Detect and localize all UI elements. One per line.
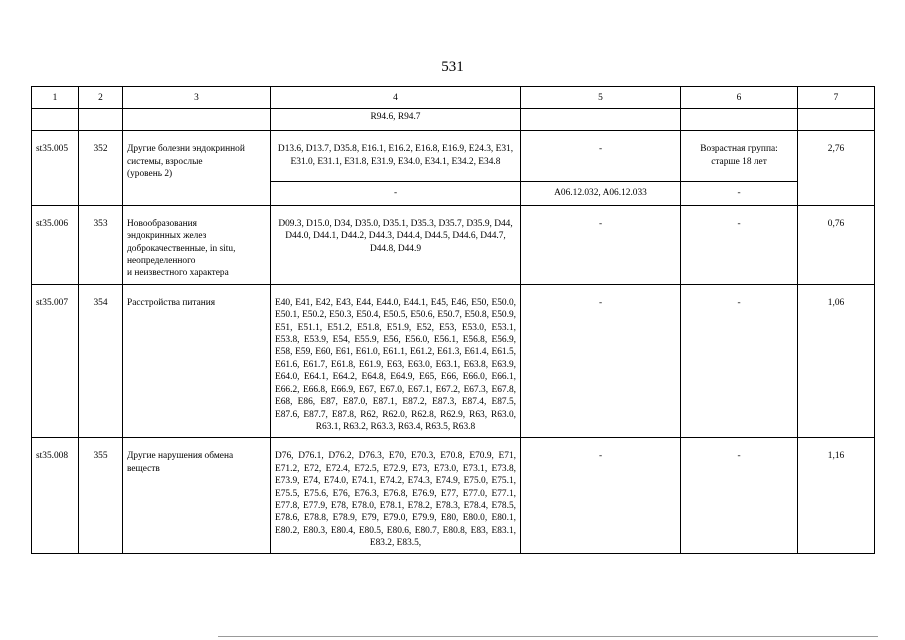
row-number: 354 bbox=[79, 284, 123, 437]
row-number: 352 bbox=[79, 131, 123, 205]
table-row bbox=[32, 131, 875, 182]
diagnosis-codes: E40, E41, E42, E43, E44, E44.0, E44.1, E45, E46, E50, E50.0, E50.1, E50.2, E50.3, E50.4, E50.5, E50.6, E50.7, E50.8, E50.9, E51, E51.1, E51.2, E51.8, E51.9, E52, E53, E53.0, E53.1, E53.8, E53.9, E54, E55.9, E56, E56.0, E56.1, E56.8, E56.9, E58, E59, E60, E61, E61.0, E61.1, E61.2, E61.3, E61.4, E61.5, E61.6, E61.7, E61.8, E61.9, E63, E63.0, E63.1, E63.8, E63.9, E64.0, E64.1, E64.2, E64.8, E64.9, E65, E66, E66.0, E66.1, E66.2, E66.8, E66.9, E67, E67.0, E67.1, E67.2, E67.3, E67.8, E68, E86, E87, E87.0, E87.1, E87.2, E87.3, E87.4, E87.5, E87.6, E87.7, E87.8, R62, R62.0, R62.8, R62.9, R63, R63.0, R63.1, R63.2, R63.3, R63.4, R63.5, R63.8 bbox=[271, 284, 521, 437]
group-code: st35.008 bbox=[32, 438, 79, 553]
group-code: st35.005 bbox=[32, 131, 79, 205]
header-cell: 7 bbox=[798, 87, 875, 109]
header-cell: 6 bbox=[681, 87, 798, 109]
other-criteria: - bbox=[681, 205, 798, 284]
service-codes: - bbox=[521, 438, 681, 553]
group-code: st35.006 bbox=[32, 205, 79, 284]
service-codes: - bbox=[521, 284, 681, 437]
header-cell: 1 bbox=[32, 87, 79, 109]
header-cell: 2 bbox=[79, 87, 123, 109]
header-cell: 3 bbox=[123, 87, 271, 109]
other-criteria: Возрастная группа: старше 18 лет bbox=[681, 131, 798, 182]
group-code: st35.007 bbox=[32, 284, 79, 437]
coefficient: 0,76 bbox=[798, 205, 875, 284]
diagnosis-codes: D13.6, D13.7, D35.8, E16.1, E16.2, E16.8, E16.9, E24.3, E31, E31.0, E31.1, E31.8, E31.9, E34.0, E34.1, E34.2, E34.8 bbox=[271, 131, 521, 182]
group-name: Другие болезни эндокринной системы, взрослые (уровень 2) bbox=[123, 131, 271, 205]
group-name: Другие нарушения обмена веществ bbox=[123, 438, 271, 553]
header-row bbox=[32, 87, 875, 109]
table-row bbox=[32, 438, 875, 553]
group-name: Расстройства питания bbox=[123, 284, 271, 437]
page-edge-line bbox=[218, 636, 878, 637]
header-cell: 4 bbox=[271, 87, 521, 109]
group-name: Новообразования эндокринных желез доброкачественные, in situ, неопределенного и неизвестного характера bbox=[123, 205, 271, 284]
continued-diagnosis-codes: R94.6, R94.7 bbox=[271, 109, 521, 131]
service-codes: - bbox=[521, 131, 681, 182]
table-row bbox=[32, 284, 875, 437]
row-number: 353 bbox=[79, 205, 123, 284]
coefficient: 1,06 bbox=[798, 284, 875, 437]
row-number: 355 bbox=[79, 438, 123, 553]
other-criteria: - bbox=[681, 438, 798, 553]
page-number: 531 bbox=[441, 59, 464, 75]
coefficient: 2,76 bbox=[798, 131, 875, 205]
diagnosis-codes: D09.3, D15.0, D34, D35.0, D35.1, D35.3, D35.7, D35.9, D44, D44.0, D44.1, D44.2, D44.3, D44.4, D44.5, D44.6, D44.7, D44.8, D44.9 bbox=[271, 205, 521, 284]
diagnosis-codes: - bbox=[271, 182, 521, 205]
header-cell: 5 bbox=[521, 87, 681, 109]
tariff-table bbox=[31, 86, 875, 554]
other-criteria: - bbox=[681, 182, 798, 205]
diagnosis-codes: D76, D76.1, D76.2, D76.3, E70, E70.3, E70.8, E70.9, E71, E71.2, E72, E72.4, E72.5, E72.9, E73, E73.0, E73.1, E73.8, E73.9, E74, E74.0, E74.1, E74.2, E74.3, E74.9, E75.0, E75.1, E75.5, E75.6, E76, E76.3, E76.8, E76.9, E77, E77.0, E77.1, E77.8, E77.9, E78, E78.0, E78.1, E78.2, E78.3, E78.4, E78.5, E78.6, E78.8, E78.9, E79, E79.0, E79.9, E80, E80.0, E80.1, E80.2, E80.3, E80.4, E80.5, E80.6, E80.7, E80.8, E83, E83.1, E83.2, E83.5, bbox=[271, 438, 521, 553]
continuation-row bbox=[32, 109, 875, 131]
coefficient: 1,16 bbox=[798, 438, 875, 553]
service-codes: - bbox=[521, 205, 681, 284]
other-criteria: - bbox=[681, 284, 798, 437]
table-row bbox=[32, 205, 875, 284]
service-codes: A06.12.032, A06.12.033 bbox=[521, 182, 681, 205]
